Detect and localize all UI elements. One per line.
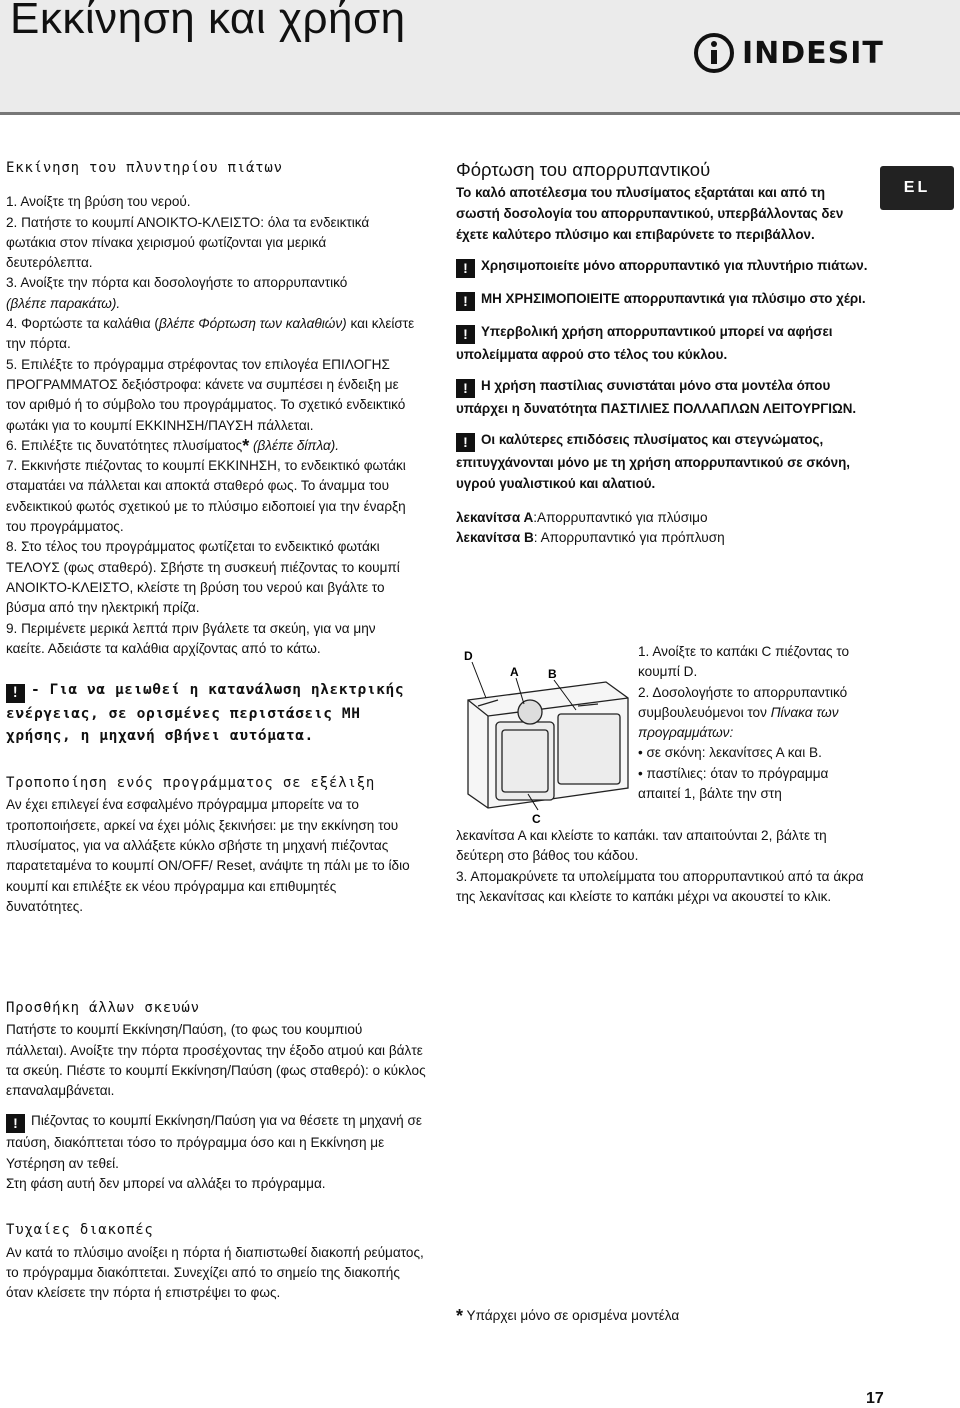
left-column-lower (6, 998, 426, 1304)
section-title-detergent: Φόρτωση του απορρυπαντικού (456, 159, 711, 180)
instruction-2-text: 2. Δοσολογήστε το απορρυπαντικό συμβουλευόμενοι τον (638, 684, 848, 720)
step-3 (6, 273, 416, 314)
label-a: A (510, 665, 519, 679)
warning-1 (456, 255, 868, 278)
instructions-continued (456, 826, 868, 907)
add-warning (6, 1111, 426, 1174)
indesit-logo (694, 28, 884, 78)
warning-3 (456, 321, 868, 365)
asterisk: * (242, 435, 250, 456)
warning-icon: ! (456, 379, 475, 398)
modify-text: Αν έχει επιλεγεί ένα εσφαλμένο πρόγραμμα μπορείτε να το τροποποιήσετε, αρκεί να έχει μόλις ξεκινήσει: με την εκκίνηση του πλυσίματος, για να αλλάξετε κύκλο σβήστε τη μηχανή πιέζοντας παρατεταμένα το κουμπί ON/OFF/ Reset, ανάψτε τη πάλι με το ίδιο κουμπί και επιλέξτε εκ νέου πρόγραμμα και επιθυμητές δυνατότητες. (6, 797, 410, 914)
bullet-tablets: • παστίλιες: όταν το πρόγραμμα απαιτεί 1, βάλτε την στη (638, 765, 829, 802)
step-7: 7. Εκκινήστε πιέζοντας το κουμπί ΕΚΚΙΝΗΣΗ, το ενδεικτικό φωτάκι σταματάει να πάλλεται και αποκτά σταθερό φως. Το άναμμα του ενδεικτικού φωτός σχετικού με το πλύσιμο ειδοποιεί για την έναρξη του προγράμματος. (6, 458, 406, 535)
step-4-ref: βλέπε Φόρτωση των καλαθιών) (158, 316, 347, 332)
energy-note (6, 679, 416, 747)
label-b: B (548, 667, 557, 681)
step-5: 5. Επιλέξτε το πρόγραμμα στρέφοντας τον επιλογέα ΕΠΙΛΟΓΗΣ ΠΡΟΓΡΑΜΜΑΤΟΣ δεξιόστροφα: κάνετε να συμπέσει η ένδειξη με τον αριθμό ή το σύμβολο του προγράμματος. Το σχετικό ενδεικτικό φωτάκι για το κουμπί ΕΚΚΙΝΗΣΗ/ΠΑΥΣΗ πάλλεται. (6, 356, 406, 433)
right-column (456, 158, 868, 549)
detergent-intro: Το καλό αποτέλεσμα του πλυσίματος εξαρτάται και από τη σωστή δοσολογία του απορρυπαντικού, υπερβάλλοντας δεν έχετε καλύτερο πλύσιμο και επιβαρύνετε το περιβάλλον. (456, 185, 844, 242)
interrupt-text: Αν κατά το πλύσιμο ανοίξει η πόρτα ή διαπιστωθεί διακοπή ρεύματος, το πρόγραμμα διακόπτεται. Συνεχίζει από το σημείο της διακοπής όταν κλείσετε την πόρτα ή επιστρέψει το φως. (6, 1244, 424, 1301)
add-text: Πατήστε το κουμπί Εκκίνηση/Παύση, (το φως του κουμπιού πάλλεται). Ανοίξτε την πόρτα προσέχοντας την έξοδο ατμού και βάλτε τα σκεύη. Πιέστε το κουμπί Εκκίνηση/Παύση (φως σταθερό): ο κύκλος επαναλαμβάνεται. (6, 1022, 426, 1099)
basin-b-label: λεκανίτσα Β (456, 530, 534, 546)
warning-5 (456, 429, 868, 494)
step-6-ref: (βλέπε δίπλα). (249, 437, 340, 453)
bullet-powder: • σε σκόνη: λεκανίτσες Α και Β. (638, 745, 822, 761)
step-9: 9. Περιμένετε μερικά λεπτά πριν βγάλετε τα σκεύη, για να μην καείτε. Αδειάστε τα καλάθια αρχίζοντας από το κάτω. (6, 620, 376, 656)
page-header (0, 0, 960, 115)
warning-icon: ! (456, 325, 475, 344)
warning-2-text: ΜΗ ΧΡΗΣΙΜΟΠΟΙΕΙΤΕ απορρυπαντικά για πλύσιμο στο χέρι. (481, 291, 866, 306)
brand-name: INDESIT (742, 35, 884, 71)
warning-icon: ! (6, 1114, 25, 1133)
footnote-text: Υπάρχει μόνο σε ορισμένα μοντέλα (463, 1308, 680, 1323)
step-3-text: 3. Ανοίξτε την πόρτα και δοσολογήστε το απορρυπαντικό (6, 275, 348, 291)
instruction-2 (638, 683, 874, 744)
energy-note-text: - Για να μειωθεί η κατανάλωση ηλεκτρικής ενέργειας, σε ορισμένες περιστάσεις ΜΗ χρήσης, η μηχανή σβήνει αυτόματα. (6, 682, 405, 745)
warning-2 (456, 288, 868, 311)
warning-1-text: Χρησιμοποιείτε μόνο απορρυπαντικό για πλυντήριο πιάτων. (481, 258, 868, 273)
page-number: 17 (866, 1390, 884, 1407)
basin-a-label: λεκανίτσα Α (456, 510, 534, 525)
basin-b (456, 528, 868, 548)
instruction-2-continued: λεκανίτσα Α και κλείστε το καπάκι. ταν απαιτούνται 2, βάλτε τη δεύτερη στο βάθος του κάδου. (456, 828, 827, 864)
warning-5-text: Οι καλύτερες επιδόσεις πλυσίματος και στεγνώματος, επιτυγχάνονται μόνο με τη χρήση απορρυπαντικού σε σκόνη, υγρού γυαλιστικού και αλατιού. (456, 432, 851, 491)
warning-icon: ! (456, 292, 475, 311)
instructions-side (638, 642, 874, 804)
instruction-1: 1. Ανοίξτε το καπάκι C πιέζοντας το κουμπί D. (638, 644, 850, 680)
language-tab: EL (880, 166, 954, 210)
warning-4 (456, 375, 868, 419)
add-warning-text: Πιέζοντας το κουμπί Εκκίνηση/Παύση για να θέσετε τη μηχανή σε παύση, διακόπτεται τόσο το πρόγραμμα όσο και η Εκκίνηση με Υστέρηση αν τεθεί. (6, 1113, 422, 1171)
basin-a (456, 508, 868, 528)
left-column (6, 158, 416, 917)
step-6-a: 6. Επιλέξτε τις δυνατότητες πλυσίματος (6, 437, 243, 453)
step-6 (6, 436, 416, 456)
warning-4-text: Η χρήση παστίλιας συνιστάται μόνο στα μοντέλα όπου υπάρχει η δυνατότητα ΠΑΣΤΙΛΙΕΣ ΠΟΛΛΑΠΛΩΝ ΛΕΙΤΟΥΡΓΙΩΝ. (456, 378, 857, 416)
instruction-2-ref: Πίνακα των προγραμμάτων: (638, 704, 839, 741)
basin-b-text: : Απορρυπαντικό για πρόπλυση (533, 530, 725, 546)
section-title-modify: Τροποποίηση ενός προγράμματος σε εξέλιξη (6, 775, 376, 792)
warning-icon: ! (456, 259, 475, 278)
warning-icon: ! (456, 433, 475, 452)
basin-a-text: :Απορρυπαντικό για πλύσιμο (533, 510, 708, 525)
label-d: D (464, 649, 473, 663)
step-4-b: και κλείστε την πόρτα. (6, 316, 415, 352)
section-title-start: Εκκίνηση του πλυντηρίου πιάτων (6, 160, 283, 176)
add-text-2: Στη φάση αυτή δεν μπορεί να αλλάξει το πρόγραμμα. (6, 1176, 326, 1192)
section-title-interrupt: Τυχαίες διακοπές (6, 1222, 154, 1239)
step-2: 2. Πατήστε το κουμπί ΑΝΟΙΚΤΟ-ΚΛΕΙΣΤΟ: όλα τα ενδεικτικά φωτάκια στον πίνακα χειρισμού φωτίζονται για μερικά δευτερόλεπτα. (6, 214, 370, 271)
label-c: C (532, 812, 541, 826)
step-3-ref: (βλέπε παρακάτω). (6, 295, 121, 311)
footnote-line (456, 1306, 868, 1326)
step-1: 1. Ανοίξτε τη βρύση του νερού. (6, 194, 191, 210)
instruction-3: 3. Απομακρύνετε τα υπολείμματα του απορρυπαντικού από τα άκρα της λεκανίτσας και κλείστε το καπάκι μέχρι να ακουστεί το κλικ. (456, 868, 864, 904)
step-4-a: 4. Φορτώστε τα καλάθια ( (6, 316, 159, 332)
detergent-dispenser-diagram (458, 648, 634, 826)
footnote (456, 1306, 868, 1326)
step-4 (6, 314, 416, 355)
warning-icon: ! (6, 684, 25, 703)
step-8: 8. Στο τέλος του προγράμματος φωτίζεται το ενδεικτικό φωτάκι ΤΕΛΟΥΣ (φως σταθερό). Σβήστε τη συσκευή πιέζοντας το κουμπί ΑΝΟΙΚΤΟ-ΚΛΕΙΣΤΟ, κλείστε τη βρύση του νερού και βγάλτε το βύσμα από την ηλεκτρική πρίζα. (6, 539, 400, 616)
warning-3-text: Υπερβολική χρήση απορρυπαντικού μπορεί να αφήσει υπολείμματα αφρού στο τέλος του κύκλου. (456, 324, 833, 362)
brand-info-icon (694, 33, 734, 73)
section-title-add: Προσθήκη άλλων σκευών (6, 1000, 200, 1016)
page-title: Εκκίνηση και χρήση (10, 0, 406, 43)
footnote-asterisk: * (456, 1306, 464, 1326)
